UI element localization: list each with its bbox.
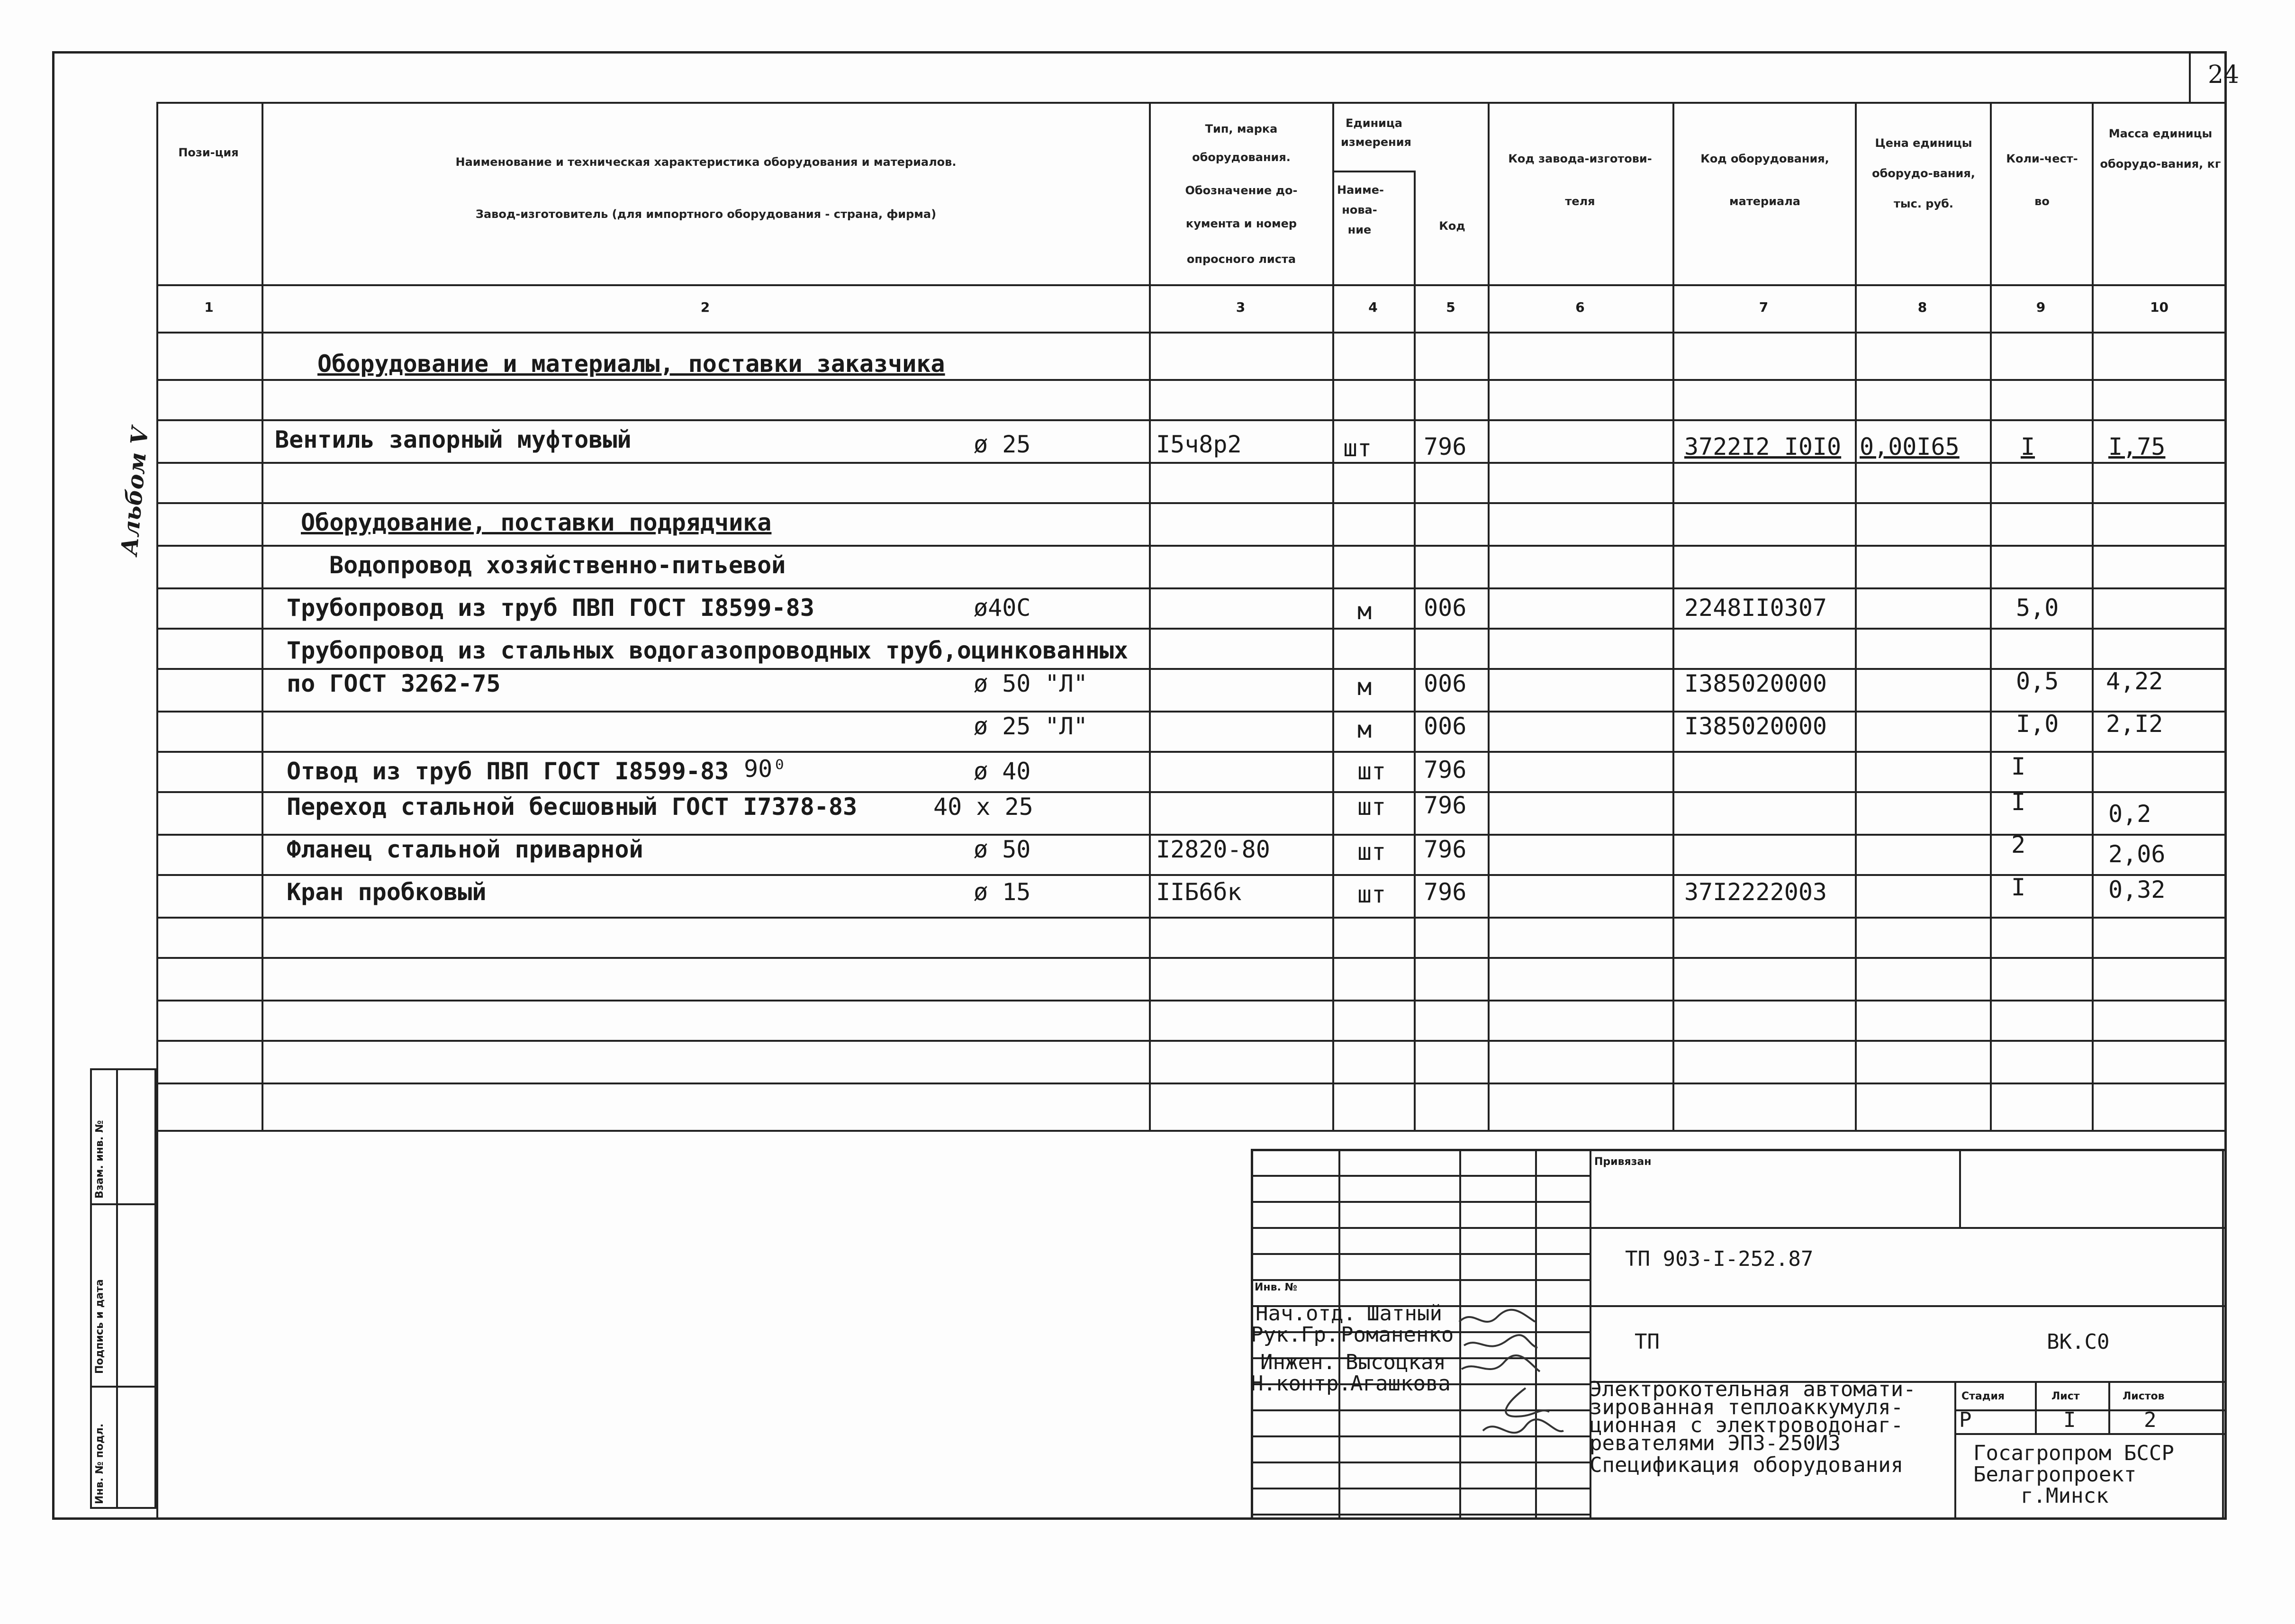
item-unit: м xyxy=(1357,673,1372,701)
item-qty: 5,0 xyxy=(2016,594,2059,622)
tb-desc-divider xyxy=(1954,1381,1956,1518)
header-position: Пози-ция xyxy=(178,146,239,159)
row-line xyxy=(156,1040,2227,1042)
tb-line xyxy=(1954,1409,2227,1411)
row-line xyxy=(156,419,2227,421)
item-qty: I xyxy=(2011,753,2026,780)
tb-description-line: ционная с электроводонаг- xyxy=(1590,1413,1904,1437)
col-line-3 xyxy=(1332,102,1334,1130)
item-mass: 2,06 xyxy=(2108,840,2166,868)
item-type: I2820-80 xyxy=(1156,836,1270,863)
tb-signer-role: Рук.Гр. xyxy=(1251,1323,1339,1347)
header-quantity: Коли-чест-во xyxy=(2006,152,2078,208)
tb-stage-label: Стадия xyxy=(1961,1390,2005,1402)
item-size: ø 15 xyxy=(974,878,1031,906)
tb-grid-h xyxy=(1251,1227,1590,1229)
sheet-number: 24 xyxy=(2208,61,2240,89)
tb-grid-h xyxy=(1251,1514,1590,1516)
header-type-line2: оборудования. xyxy=(1192,151,1291,164)
side-stamp-inv-replace: Взам. инв. № xyxy=(94,1120,106,1199)
header-unit-title: Единица измерения xyxy=(1341,117,1411,149)
item-qty: I xyxy=(2020,433,2035,460)
col-number: 6 xyxy=(1575,299,1585,315)
header-unit-name: Наиме-нова-ние xyxy=(1337,183,1384,236)
col-number: 5 xyxy=(1446,299,1455,315)
item-size: 40 x 25 xyxy=(933,793,1033,821)
item-qty: 0,5 xyxy=(2016,668,2059,695)
item-name: Кран пробковый xyxy=(287,878,487,906)
row-line xyxy=(156,711,2227,713)
item-equipment-code: I385020000 xyxy=(1684,713,1827,740)
col-line-6 xyxy=(1672,102,1674,1130)
row-line xyxy=(156,751,2227,753)
tb-line xyxy=(1954,1433,2227,1435)
row-line xyxy=(156,545,2227,547)
item-mass: 0,2 xyxy=(2108,800,2151,828)
tb-vk-code: ВК.С0 xyxy=(2047,1330,2110,1354)
row-line xyxy=(156,1083,2227,1084)
item-unit: м xyxy=(1357,716,1372,743)
tb-sheets-label: Листов xyxy=(2123,1390,2165,1402)
item-name: Вентиль запорный муфтовый xyxy=(275,426,632,453)
item-type: I5ч8р2 xyxy=(1156,431,1242,458)
row-line xyxy=(156,379,2227,381)
col-number: 1 xyxy=(204,299,214,315)
tb-signer-name: Шатный xyxy=(1367,1301,1442,1326)
col-line-8 xyxy=(1990,102,1992,1130)
item-unit-code: 796 xyxy=(1424,756,1467,784)
header-equipment-code: Код оборудования, материала xyxy=(1700,152,1829,208)
tb-right-edge xyxy=(2222,1149,2224,1518)
col-line-1 xyxy=(262,102,263,1130)
col-number: 2 xyxy=(700,299,710,315)
col-line-2 xyxy=(1149,102,1151,1130)
tb-org-line: г.Минск xyxy=(2021,1484,2109,1508)
section-title-contractor: Оборудование, поставки подрядчика xyxy=(301,509,772,536)
row-line xyxy=(156,628,2227,630)
item-name: Фланец стальной приварной xyxy=(287,836,643,863)
col-line-9 xyxy=(2092,102,2094,1130)
header-type-line3: Обозначение до- xyxy=(1185,184,1298,197)
side-stamp-divider xyxy=(116,1068,118,1509)
item-size: ø 40 xyxy=(974,758,1031,785)
number-row-line xyxy=(156,332,2227,334)
item-unit: шт xyxy=(1357,838,1386,866)
side-stamp-sign-date: Подпись и дата xyxy=(94,1279,106,1374)
row-line xyxy=(156,1000,2227,1001)
tb-signer-role: Н.контр. xyxy=(1251,1371,1351,1396)
header-bottom-line xyxy=(156,284,2227,286)
col-number: 10 xyxy=(2150,299,2169,315)
row-line xyxy=(156,462,2227,464)
item-equipment-code: 37I2222003 xyxy=(1684,878,1827,906)
item-name: Отвод из труб ПВП ГОСТ I8599-83 xyxy=(287,758,729,785)
col-number: 8 xyxy=(1917,299,1927,315)
item-unit-code: 796 xyxy=(1424,836,1467,863)
tb-privyazan-divider xyxy=(1959,1149,1961,1227)
header-factory-code: Код завода-изготови-теля xyxy=(1508,152,1652,208)
side-stamp-inv-orig: Инв. № подл. xyxy=(94,1423,106,1504)
tb-tp: ТП xyxy=(1635,1330,1660,1354)
tb-description-line: ревателями ЭПЗ-250И3 xyxy=(1590,1431,1841,1455)
col-number: 9 xyxy=(2036,299,2046,315)
sheet-number-divider xyxy=(2189,51,2191,103)
tb-sheet-label: Лист xyxy=(2051,1390,2080,1402)
col-line-5 xyxy=(1488,102,1490,1130)
tb-grid-h xyxy=(1251,1462,1590,1463)
item-unit-code: 006 xyxy=(1424,594,1467,622)
col-line-7 xyxy=(1855,102,1857,1130)
row-line xyxy=(156,587,2227,589)
tb-signer-name: Высоцкая xyxy=(1346,1350,1446,1374)
item-size: ø 25 xyxy=(974,431,1031,458)
item-equipment-code: 3722I2 I0I0 xyxy=(1684,433,1842,460)
item-unit-code: 796 xyxy=(1424,433,1467,460)
header-name-line1: Наименование и техническая характеристика оборудования и материалов. xyxy=(455,155,957,169)
row-line xyxy=(156,874,2227,876)
item-unit: шт xyxy=(1357,758,1386,785)
tb-grid-h xyxy=(1251,1253,1590,1255)
tb-org-line: Госагропром БССР xyxy=(1973,1441,2174,1465)
item-qty: I xyxy=(2011,788,2026,816)
header-unit-mass: Масса единицы оборудо-вания, кг xyxy=(2100,127,2221,171)
tb-project-code: ТП 903-I-252.87 xyxy=(1625,1247,1814,1271)
tb-grid-h xyxy=(1251,1201,1590,1203)
item-size: ø 50 xyxy=(974,836,1031,863)
table-top-line xyxy=(156,102,2227,104)
item-size: ø 25 "Л" xyxy=(974,713,1088,740)
row-line xyxy=(156,957,2227,959)
item-equipment-code: 2248II0307 xyxy=(1684,594,1827,622)
tb-signer-name: Романенко xyxy=(1341,1323,1454,1347)
section-title-customer: Оборудование и материалы, поставки заказчика xyxy=(317,350,945,378)
tb-grid-h xyxy=(1251,1175,1590,1177)
item-unit-code: 006 xyxy=(1424,713,1467,740)
item-angle: 90⁰ xyxy=(744,755,787,783)
tb-grid-h xyxy=(1251,1488,1590,1489)
header-type-line4: кумента и номер xyxy=(1185,217,1297,230)
header-name-line2: Завод-изготовитель (для импортного оборудования - страна, фирма) xyxy=(475,208,937,221)
item-unit: шт xyxy=(1357,881,1386,908)
header-unit-code: Код xyxy=(1439,219,1465,233)
row-line xyxy=(156,917,2227,919)
item-unit-code: 006 xyxy=(1424,670,1467,697)
row-line xyxy=(156,502,2227,504)
item-mass: 2,I2 xyxy=(2106,710,2163,738)
tb-stage-divider xyxy=(2035,1381,2037,1433)
album-note: Альбом V xyxy=(116,425,154,557)
header-type-line5: опросного листа xyxy=(1186,253,1296,266)
tb-description-line: Спецификация оборудования xyxy=(1590,1453,1904,1477)
item-unit-code: 796 xyxy=(1424,878,1467,906)
col-number: 7 xyxy=(1759,299,1769,315)
tb-sheet-value: I xyxy=(2063,1408,2076,1432)
tb-signer-role: Инжен. xyxy=(1260,1350,1336,1374)
item-price: 0,00I65 xyxy=(1860,433,1960,460)
tb-sheet-divider xyxy=(2108,1381,2110,1433)
item-name: Переход стальной бесшовный ГОСТ I7378-83 xyxy=(287,793,858,821)
tb-stage-value: Р xyxy=(1959,1408,1972,1432)
item-qty: 2 xyxy=(2011,831,2026,858)
side-stamp-line xyxy=(90,1203,156,1205)
item-unit: м xyxy=(1357,597,1372,625)
item-unit: шт xyxy=(1357,793,1386,821)
item-size: ø40С xyxy=(974,594,1031,622)
item-name: Трубопровод из стальных водогазопроводных труб,оцинкованных xyxy=(287,637,1129,664)
header-type-line1: Тип, марка xyxy=(1205,122,1278,135)
item-equipment-code: I385020000 xyxy=(1684,670,1827,697)
subsection-title: Водопровод хозяйственно-питьевой xyxy=(329,551,786,579)
unit-subheader-line xyxy=(1332,171,1414,172)
tb-description-line: Электрокотельная автомати- xyxy=(1590,1377,1916,1401)
side-stamp-line xyxy=(90,1386,156,1388)
col-number: 3 xyxy=(1236,299,1246,315)
tb-grid-h xyxy=(1251,1279,1590,1281)
item-mass: 4,22 xyxy=(2106,668,2163,695)
item-mass: I,75 xyxy=(2108,433,2166,460)
tb-inv-no: Инв. № xyxy=(1255,1281,1298,1293)
col-number: 4 xyxy=(1368,299,1378,315)
item-name: Трубопровод из труб ПВП ГОСТ I8599-83 xyxy=(287,594,814,622)
table-bottom-line xyxy=(156,1130,2227,1132)
tb-line xyxy=(1590,1227,2227,1229)
header-unit-price: Цена единицы оборудо-вания, тыс. руб. xyxy=(1872,136,1975,210)
item-unit: шт xyxy=(1343,434,1372,462)
item-name: по ГОСТ 3262-75 xyxy=(287,670,501,697)
item-size: ø 50 "Л" xyxy=(974,670,1088,697)
item-qty: I xyxy=(2011,874,2026,901)
item-mass: 0,32 xyxy=(2108,876,2166,903)
tb-sheets-value: 2 xyxy=(2144,1408,2157,1432)
tb-signer-role: Нач.отд. xyxy=(1256,1301,1356,1326)
item-unit-code: 796 xyxy=(1424,792,1467,819)
tb-line xyxy=(1590,1305,2227,1307)
item-type: IIБ6бк xyxy=(1156,878,1242,906)
tb-org-line: Белагропроект xyxy=(1973,1462,2137,1487)
tb-signer-name: Агашкова xyxy=(1350,1371,1451,1396)
tb-description-line: зированная теплоаккумуля- xyxy=(1590,1395,1904,1419)
item-qty: I,0 xyxy=(2016,710,2059,738)
tb-privyazan-label: Привязан xyxy=(1594,1156,1652,1168)
handwritten-signatures xyxy=(1455,1303,1597,1459)
